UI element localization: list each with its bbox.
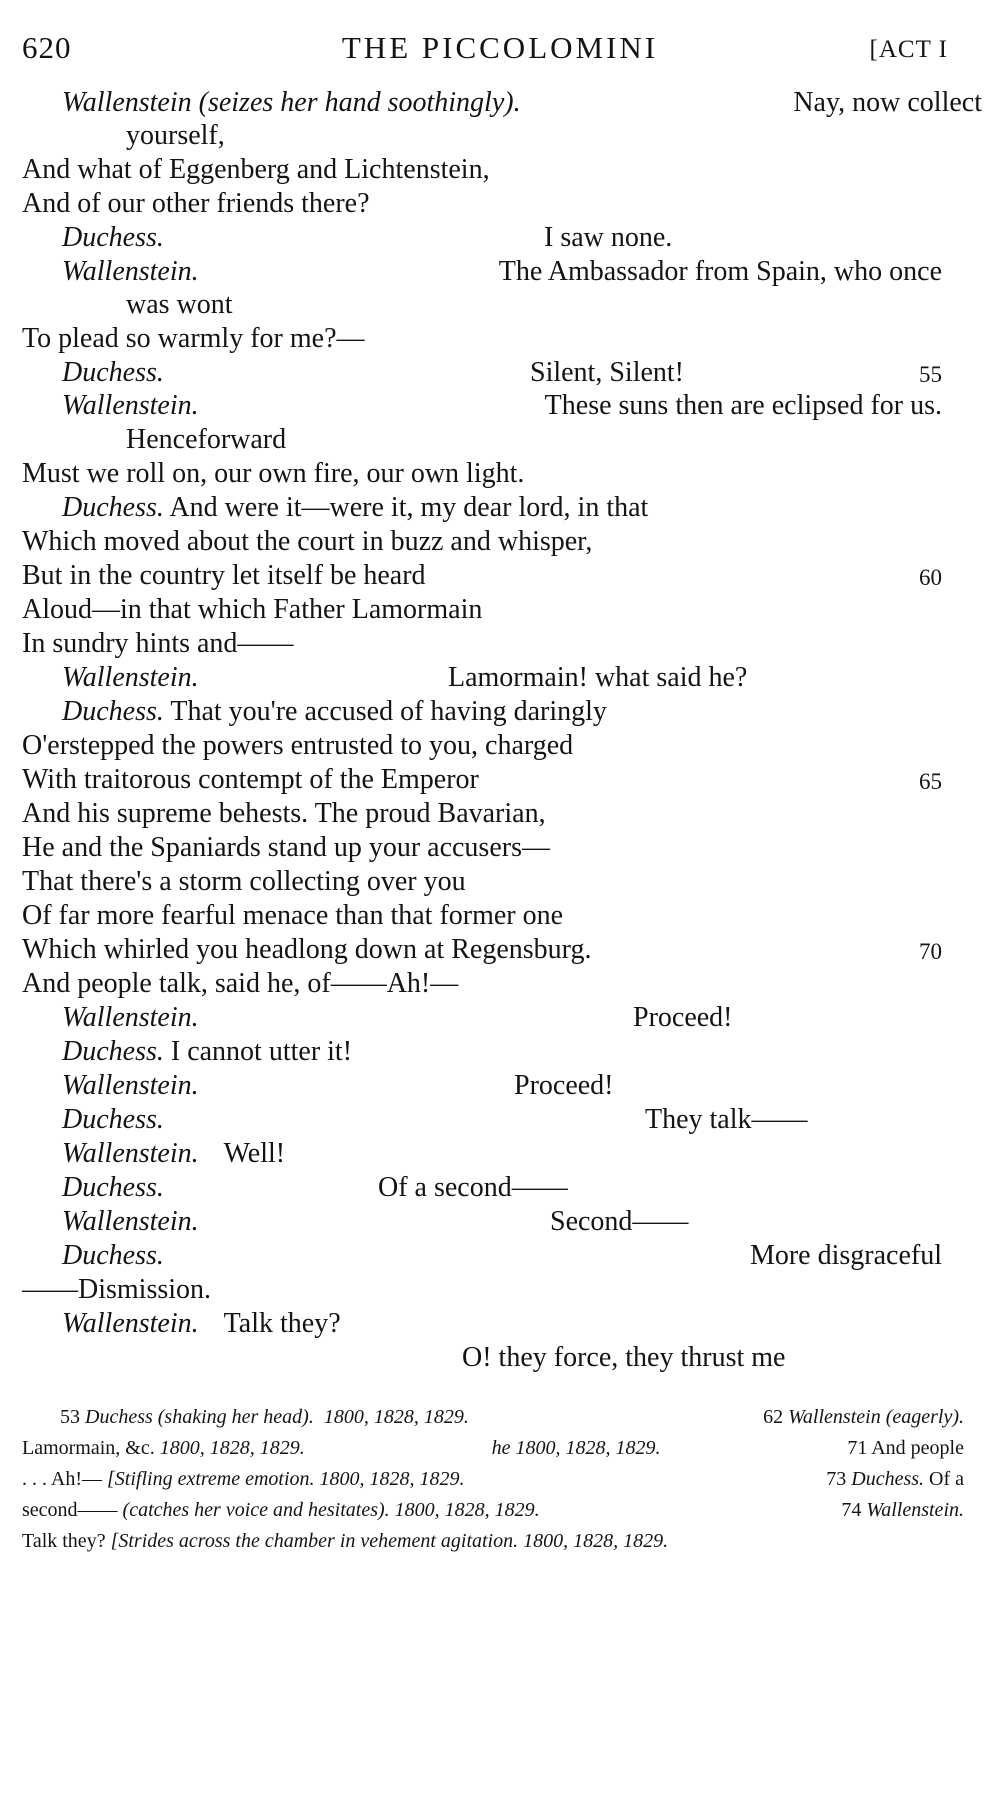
line-text: And of our other friends there? xyxy=(22,188,370,219)
speaker-name: Duchess. xyxy=(62,1104,164,1135)
line-text: The Ambassador from Spain, who once xyxy=(498,256,942,287)
speaker-name: Duchess. xyxy=(62,357,164,388)
footnote-number: 62 xyxy=(763,1406,784,1428)
line-text: Well! xyxy=(223,1138,286,1169)
line-number: 70 xyxy=(919,939,942,964)
footnote-line xyxy=(22,1526,964,1557)
speaker-name: Duchess. xyxy=(62,1240,164,1271)
footnote-text: 71 And people xyxy=(847,1437,964,1459)
footnote-text: Wallenstein. xyxy=(866,1499,964,1521)
line-text: These suns then are eclipsed for us. xyxy=(544,390,942,421)
footnote-line xyxy=(22,1464,964,1495)
speaker-name: Duchess. xyxy=(62,492,164,523)
line-text: Which moved about the court in buzz and whisper, xyxy=(22,526,593,557)
footnote-line xyxy=(60,1402,964,1433)
line-text: Proceed! xyxy=(633,1002,733,1033)
line-text: And what of Eggenberg and Lichtenstein, xyxy=(22,154,490,185)
speaker-name: Wallenstein. xyxy=(62,390,199,421)
act-marker: [ACT I xyxy=(869,36,948,63)
line-text: I cannot utter it! xyxy=(170,1036,353,1067)
line-text: ——Dismission. xyxy=(22,1274,212,1305)
speaker-name: Wallenstein. xyxy=(62,1002,199,1033)
speaker-name: Duchess. xyxy=(62,1172,164,1203)
line-text: Which whirled you headlong down at Regensburg. xyxy=(22,934,592,965)
line-text: That you're accused of having daringly xyxy=(170,696,607,727)
speaker-name: Duchess. xyxy=(62,696,164,727)
line-text: Henceforward xyxy=(126,424,287,455)
footnote-text: Lamormain, &c. xyxy=(22,1437,155,1459)
line-text: Aloud—in that which Father Lamormain xyxy=(22,594,483,625)
line-text: Second—— xyxy=(550,1206,689,1237)
line-text: Silent, Silent! xyxy=(530,357,684,388)
line-text: That there's a storm collecting over you xyxy=(22,866,466,897)
footnote-text: Duchess. xyxy=(851,1468,925,1490)
footnote-number: 74 xyxy=(841,1499,862,1521)
speaker-name: Wallenstein. xyxy=(62,256,199,287)
running-title: THE PICCOLOMINI xyxy=(341,30,659,65)
speaker-name: Wallenstein. xyxy=(62,1308,199,1339)
footnote-text: Duchess (shaking her head). xyxy=(85,1406,314,1428)
line-text: Lamormain! what said he? xyxy=(448,662,748,693)
stage-direction: (seizes her hand soothingly). xyxy=(198,87,521,118)
line-text: I saw none. xyxy=(544,222,673,253)
footnote-text: second—— xyxy=(22,1499,118,1521)
footnote-text: (catches her voice and hesitates). 1800, 1828, 1829. xyxy=(122,1499,540,1521)
speaker-name: Wallenstein. xyxy=(62,1138,199,1169)
speaker-name: Duchess. xyxy=(62,1036,164,1067)
line-text: He and the Spaniards stand up your accusers— xyxy=(22,832,550,863)
line-text: Nay, now collect xyxy=(793,87,982,118)
line-text: Of far more fearful menace than that former one xyxy=(22,900,564,931)
line-number: 55 xyxy=(919,362,942,387)
footnote-text: Talk they? xyxy=(22,1530,106,1552)
line-text: yourself, xyxy=(126,120,225,151)
line-text: But in the country let itself be heard xyxy=(22,560,426,591)
line-text: More disgraceful xyxy=(749,1240,942,1271)
line-number: 65 xyxy=(919,769,942,794)
line-text: With traitorous contempt of the Emperor xyxy=(22,764,479,795)
line-text: Talk they? xyxy=(223,1308,341,1339)
footnote-number: 73 xyxy=(826,1468,847,1490)
line-text: Must we roll on, our own fire, our own light. xyxy=(22,458,525,489)
line-text: O! they force, they thrust me xyxy=(462,1342,786,1373)
line-text: And his supreme behests. The proud Bavarian, xyxy=(22,798,546,829)
speaker-name: Wallenstein. xyxy=(62,662,199,693)
footnote-text: Wallenstein (eagerly). xyxy=(788,1406,964,1428)
speaker-name: Wallenstein. xyxy=(62,1070,199,1101)
speaker-name: Wallenstein. xyxy=(62,1206,199,1237)
page-number: 620 xyxy=(22,30,72,65)
speaker-name: Duchess. xyxy=(62,222,164,253)
line-number: 60 xyxy=(919,565,942,590)
footnote-text: 1800, 1828, 1829. xyxy=(159,1437,305,1459)
footnote-text: he 1800, 1828, 1829. xyxy=(491,1437,661,1459)
footnote-text: 1800, 1828, 1829. xyxy=(323,1406,469,1428)
line-text: And people talk, said he, of——Ah!— xyxy=(22,968,459,999)
line-text: In sundry hints and—— xyxy=(22,628,294,659)
footnote-line xyxy=(22,1433,964,1464)
line-text: And were it—were it, my dear lord, in that xyxy=(169,492,649,523)
footnote-text: [Strides across the chamber in vehement agitation. 1800, 1828, 1829. xyxy=(110,1530,669,1552)
line-text: Proceed! xyxy=(514,1070,614,1101)
verse-line xyxy=(22,1338,942,1378)
footnote-number: 53 xyxy=(60,1406,80,1428)
speaker-name: Wallenstein xyxy=(62,87,192,118)
line-text: Of a second—— xyxy=(378,1172,568,1203)
line-text: To plead so warmly for me?— xyxy=(22,323,365,354)
line-text: was wont xyxy=(126,289,233,320)
footnote-text: Of a xyxy=(929,1468,964,1490)
line-text: O'erstepped the powers entrusted to you, charged xyxy=(22,730,574,761)
footnote-text: . . . Ah!— xyxy=(22,1468,102,1490)
footnote-text: [Stifling extreme emotion. 1800, 1828, 1829. xyxy=(107,1468,465,1490)
line-text: They talk—— xyxy=(645,1104,808,1135)
footnote-line xyxy=(22,1495,964,1526)
